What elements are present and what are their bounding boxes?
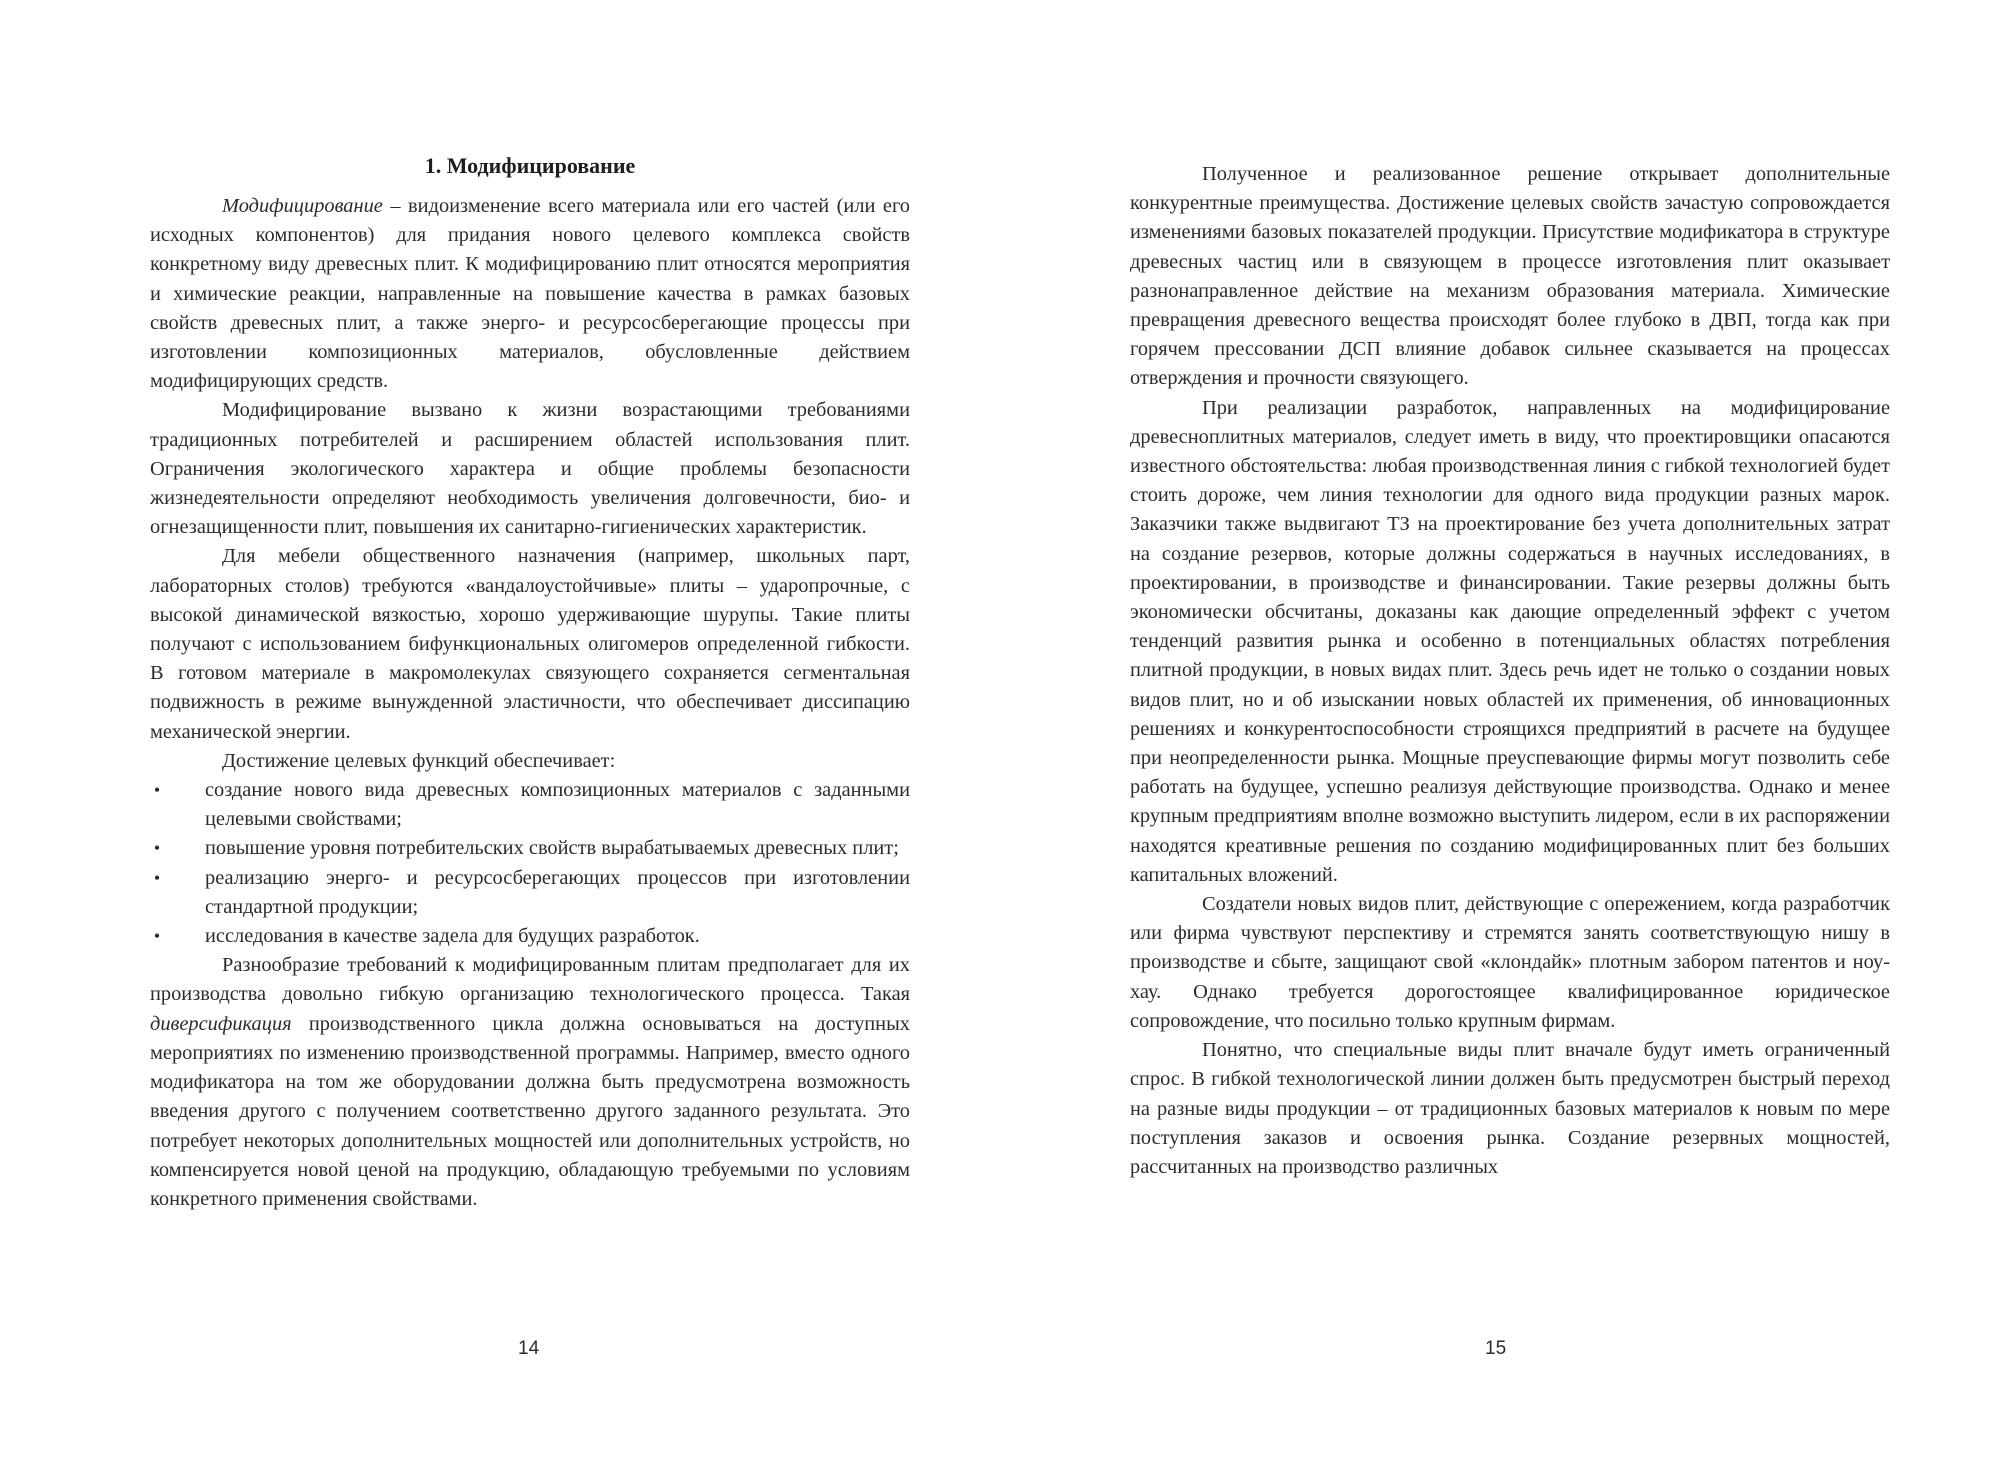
- right-page-body: [1130, 160, 1890, 1182]
- list-item: [150, 776, 910, 834]
- list-item-text: повышение уровня потребительских свойств вырабатываемых древесных плит;: [205, 837, 899, 860]
- target-functions-list: [150, 776, 910, 951]
- paragraph-requirements: Модифицирование вызвано к жизни возрастающими требованиями традиционных потребителей и расширением областей использования плит. Ограничения экологического характера и общие проблемы безопасности жизнедеятельности определяют необходимость увеличения долговечности, био- и огнезащищенности плит, повышения их санитарно-гигиенических характеристик.: [150, 399, 910, 539]
- bullet-icon: •: [153, 926, 161, 947]
- right-page: [1130, 0, 1890, 1462]
- bullet-icon: •: [153, 838, 161, 859]
- paragraph-diversification: [150, 951, 910, 1214]
- paragraph-definition-text: – видоизменение всего материала или его частей (или его исходных компонентов) для придания нового целевого комплекса свойств конкретному виду древесных плит. К модифицированию плит относятся мероприятия и химические реакции, направленные на повышение качества в рамках базовых свойств древесных плит, а также энерго- и ресурсосберегающие процессы при изготовлении композиционных материалов, обусловленные действием модифицирующих средств.: [150, 195, 910, 393]
- paragraph-development: При реализации разработок, направленных на модифицирование древесноплитных материалов, следует иметь в виду, что проектировщики опасаются известного обстоятельства: любая производственная линия с гибкой технологией будет стоить дороже, чем линия технологии для одного вида продукции разных марок. Заказчики также выдвигают ТЗ на проектирование без учета дополнительных затрат на создание резервов, которые должны содержаться в научных исследованиях, в проектировании, в производстве и финансировании. Такие резервы должны быть экономически обсчитаны, доказаны как дающие определенный эффект с учетом тенденций развития рынка и особенно в потенциальных областях потребления плитной продукции, в новых видах плит. Здесь речь идет не только о создании новых видов плит, но и об изыскании новых областей их применения, об инновационных решениях и конкурентоспособности строящихся предприятий в расчете на будущее при неопределенности рынка. Мощные преуспевающие фирмы могут позволить себе работать на будущее, успешно реализуя действующие производства. Однако и менее крупным предприятиям вполне возможно выступить лидером, если в их распоряжении находятся креативные решения по созданию модифицированных плит без больших капитальных вложений.: [1130, 396, 1890, 886]
- paragraph-creators: Создатели новых видов плит, действующие с опережением, когда разработчик или фирма чувствуют перспективу и стремятся занять соответствующую нишу в производстве и сбыте, защищают свой «клондайк» плотным забором патентов и ноу-хау. Однако требуется дорогостоящее квалифицированное юридическое сопровождение, что посильно только крупным фирмам.: [1130, 893, 1890, 1032]
- paragraph-target-functions: Достижение целевых функций обеспечивает:: [222, 749, 616, 772]
- paragraph-demand: Понятно, что специальные виды плит вначале будут иметь ограниченный спрос. В гибкой технологической линии должен быть предусмотрен быстрый переход на разные виды продукции – от традиционных базовых материалов к новым по мере поступления заказов и освоения рынка. Создание резервных мощностей, рассчитанных на производство различных: [1130, 1039, 1890, 1178]
- left-page: [150, 0, 910, 1462]
- list-item: [150, 922, 910, 951]
- left-page-body: [150, 192, 910, 1214]
- term-diversification: диверсификация: [150, 1012, 292, 1035]
- paragraph-furniture: Для мебели общественного назначения (например, школьных парт, лабораторных столов) требуются «вандалоустойчивые» плиты – ударопрочные, с высокой динамической вязкостью, хорошо удерживающие шурупы. Такие плиты получают с использованием бифункциональных олигомеров определенной гибкости. В готовом материале в макромолекулах связующего сохраняется сегментальная подвижность в режиме вынужденной эластичности, что обеспечивает диссипацию механической энергии.: [150, 545, 910, 743]
- list-item-text: реализацию энерго- и ресурсосберегающих процессов при изготовлении стандартной продукции;: [205, 866, 910, 918]
- paragraph-competitive-advantage: Полученное и реализованное решение открывает дополнительные конкурентные преимущества. Достижение целевых свойств зачастую сопровождается изменениями базовых показателей продукции. Присутствие модификатора в структуре древесных частиц или в связующем в процессе изготовления плит оказывает разнонаправленное действие на механизм образования материала. Химические превращения древесного вещества происходят более глубоко в ДВП, тогда как при горячем прессовании ДСП влияние добавок сильнее сказывается на процессах отверждения и прочности связующего.: [1130, 163, 1890, 390]
- list-item-text: создание нового вида древесных композиционных материалов с заданными целевыми свойствами;: [205, 779, 910, 831]
- paragraph-definition: [150, 192, 910, 396]
- paragraph-diversification-end: производственного цикла должна основываться на доступных мероприятиях по изменению производственной программы. Например, вместо одного модификатора на том же оборудовании должна быть предусмотрена возможность введения другого с получением соответственно другого заданного результата. Это потребует некоторых дополнительных мощностей или дополнительных устройств, но компенсируется новой ценой на продукцию, обладающую требуемыми по условиям конкретного применения свойствами.: [150, 1012, 910, 1210]
- bullet-icon: •: [153, 867, 161, 888]
- page-number: 15: [1485, 1338, 1507, 1359]
- section-title: 1. Модифицирование: [424, 153, 636, 178]
- page-number: 14: [518, 1338, 540, 1359]
- bullet-icon: •: [153, 780, 161, 801]
- list-item: [150, 864, 910, 922]
- term-modification: Модифицирование: [222, 195, 383, 217]
- list-item: [150, 834, 910, 863]
- paragraph-diversification-start: Разнообразие требований к модифицированным плитам предполагает для их производства довольно гибкую организацию технологического процесса. Такая: [150, 954, 910, 1006]
- list-item-text: исследования в качестве задела для будущих разработок.: [205, 925, 700, 948]
